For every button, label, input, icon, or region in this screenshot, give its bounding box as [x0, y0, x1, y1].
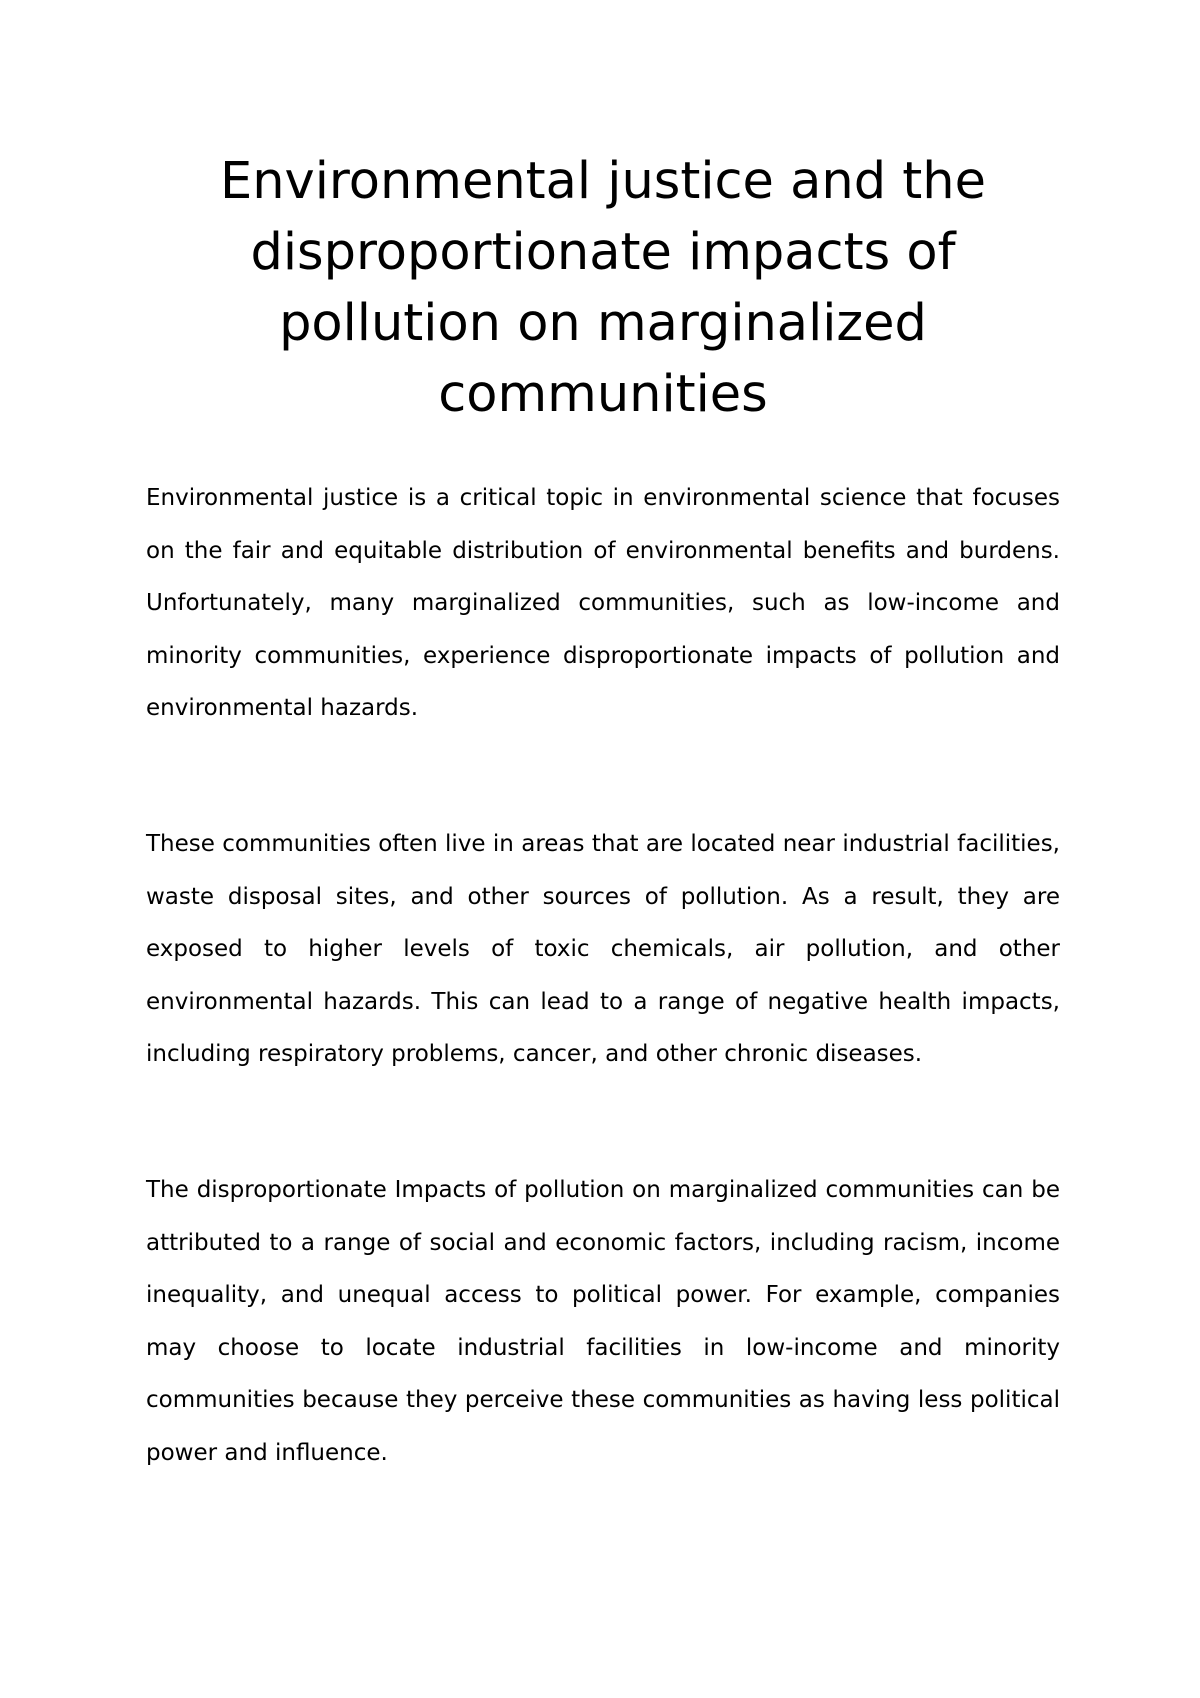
document-title: Environmental justice and the disproportionate impacts of pollution on marginalized communities — [220, 152, 986, 424]
paragraph-intro: Environmental justice is a critical topic in environmental science that focuses on the fair and equitable distribution of environmental benefits and burdens. Unfortunately, many marginalized communities, such as low-income and minority communities, experience disproportionate impacts of pollution and environmental hazards. — [146, 485, 1060, 722]
paragraph-exposure: These communities often live in areas that are located near industrial facilities, waste disposal sites, and other sources of pollution. As a result, they are exposed to higher levels of toxic chemicals, air pollution, and other environmental hazards. This can lead to a range of negative health impacts, including respiratory problems, cancer, and other chronic diseases. — [146, 831, 1060, 1068]
paragraph-causes: The disproportionate Impacts of pollution on marginalized communities can be attributed to a range of social and economic factors, including racism, income inequality, and unequal access to political power. For example, companies may choose to locate industrial facilities in low-income and minority communities because they perceive these communities as having less political power and influence. — [146, 1177, 1060, 1466]
